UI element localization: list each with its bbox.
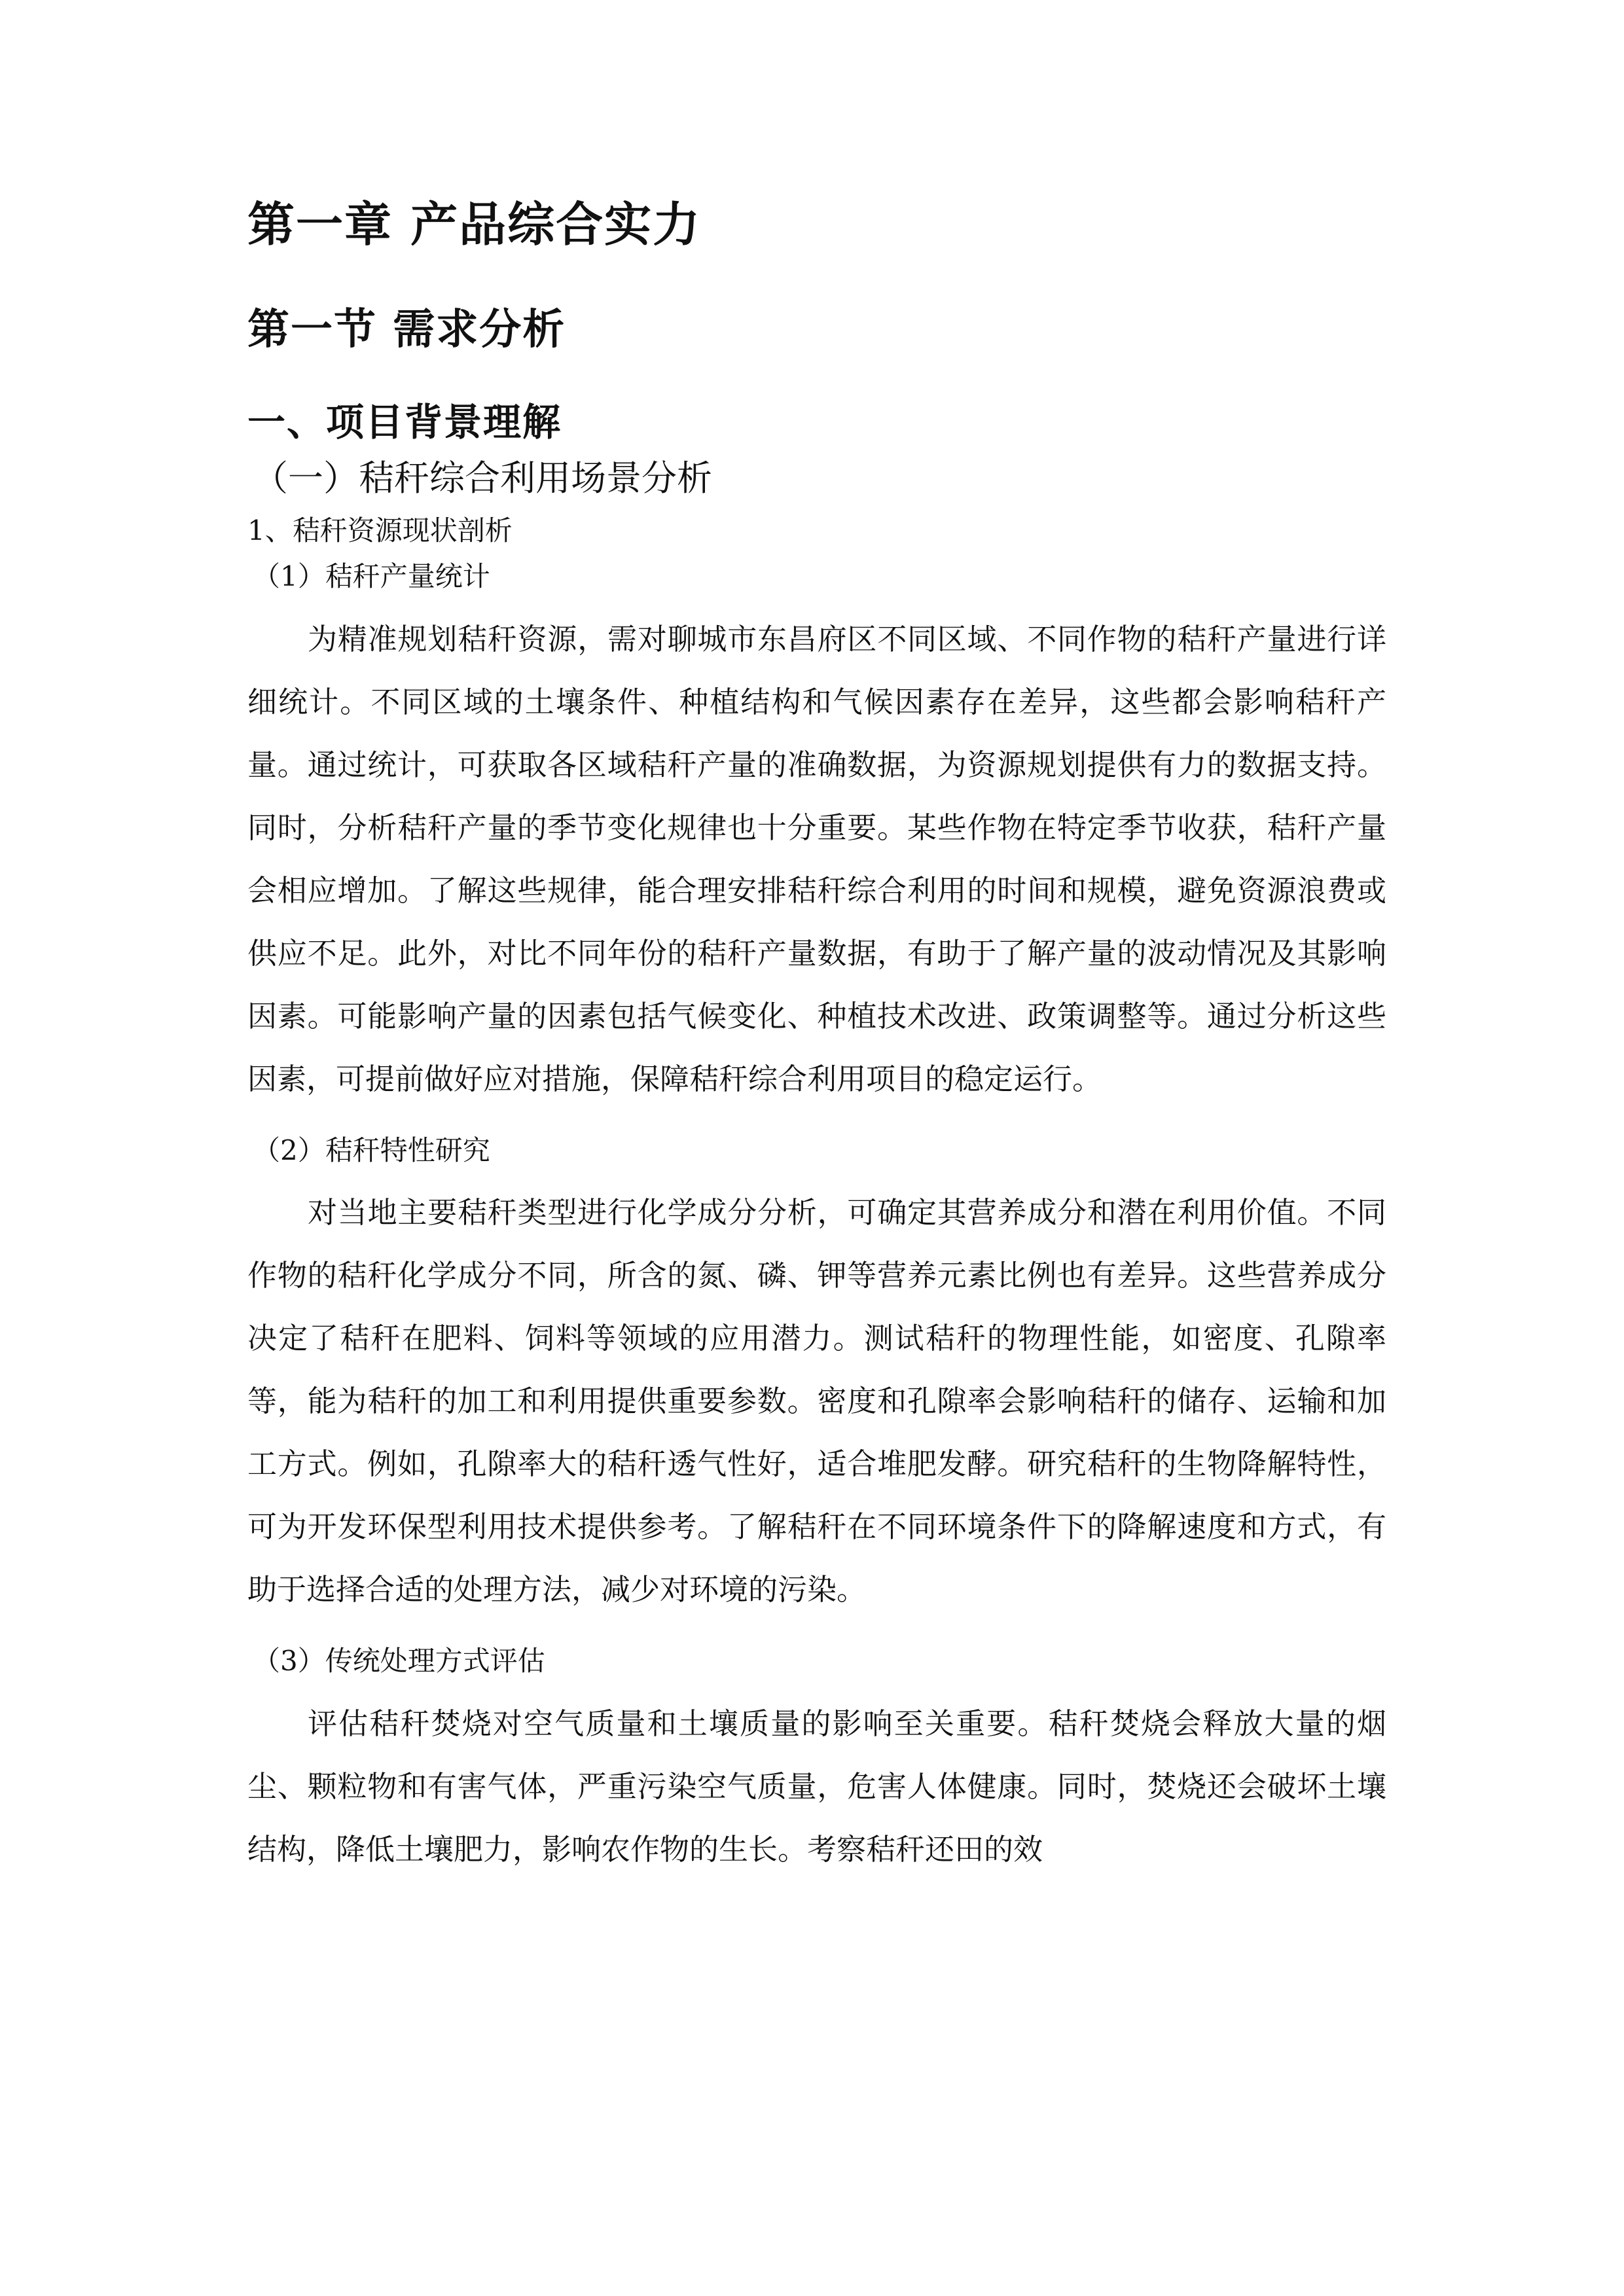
- subsection-heading: （3）传统处理方式评估: [253, 1645, 545, 1677]
- paragraph: 为精准规划秸秆资源，需对聊城市东昌府区不同区域、不同作物的秸秆产量进行详细统计。不同区域的土壤条件、种植结构和气候因素存在差异，这些都会影响秸秆产量。通过统计，可获取各区域秸秆产量的准确数据，为资源规划提供有力的数据支持。同时，分析秸秆产量的季节变化规律也十分重要。某些作物在特定季节收获，秸秆产量会相应增加。了解这些规律，能合理安排秸秆综合利用的时间和规模，避免资源浪费或供应不足。此外，对比不同年份的秸秆产量数据，有助于了解产量的波动情况及其影响因素。可能影响产量的因素包括气候变化、种植技术改进、政策调整等。通过分析这些因素，可提前做好应对措施，保障秸秆综合利用项目的稳定运行。: [247, 621, 1386, 1096]
- chapter-title: 第一章 产品综合实力: [247, 197, 702, 252]
- subsection-characteristics-research: [247, 1133, 1386, 1622]
- subsection-heading: （2）秸秆特性研究: [253, 1134, 490, 1166]
- section-title: 第一节 需求分析: [247, 306, 566, 355]
- document-content: [247, 196, 1386, 1903]
- subsection-heading: （1）秸秆产量统计: [253, 560, 490, 593]
- paragraph: 对当地主要秸秆类型进行化学成分分析，可确定其营养成分和潜在利用价值。不同作物的秸秆化学成分不同，所含的氮、磷、钾等营养元素比例也有差异。这些营养成分决定了秸秆在肥料、饲料等领域的应用潜力。测试秸秆的物理性能，如密度、孔隙率等，能为秸秆的加工和利用提供重要参数。密度和孔隙率会影响秸秆的储存、运输和加工方式。例如，孔隙率大的秸秆透气性好，适合堆肥发酵。研究秸秆的生物降解特性，可为开发环保型利用技术提供参考。了解秸秆在不同环境条件下的降解速度和方式，有助于选择合适的处理方法，减少对环境的污染。: [247, 1195, 1386, 1607]
- subsection-traditional-processing-assessment: [247, 1643, 1386, 1881]
- paragraph: 评估秸秆焚烧对空气质量和土壤质量的影响至关重要。秸秆焚烧会释放大量的烟尘、颗粒物和有害气体，严重污染空气质量，危害人体健康。同时，焚烧还会破坏土壤结构，降低土壤肥力，影响农作物的生长。考察秸秆还田的效: [247, 1706, 1386, 1867]
- part-title: 一、项目背景理解: [247, 400, 562, 445]
- subsection-production-statistics: [247, 559, 1386, 1111]
- subpart-title: （一）秸秆综合利用场景分析: [253, 457, 712, 499]
- item-title: 1、秸秆资源现状剖析: [247, 514, 513, 547]
